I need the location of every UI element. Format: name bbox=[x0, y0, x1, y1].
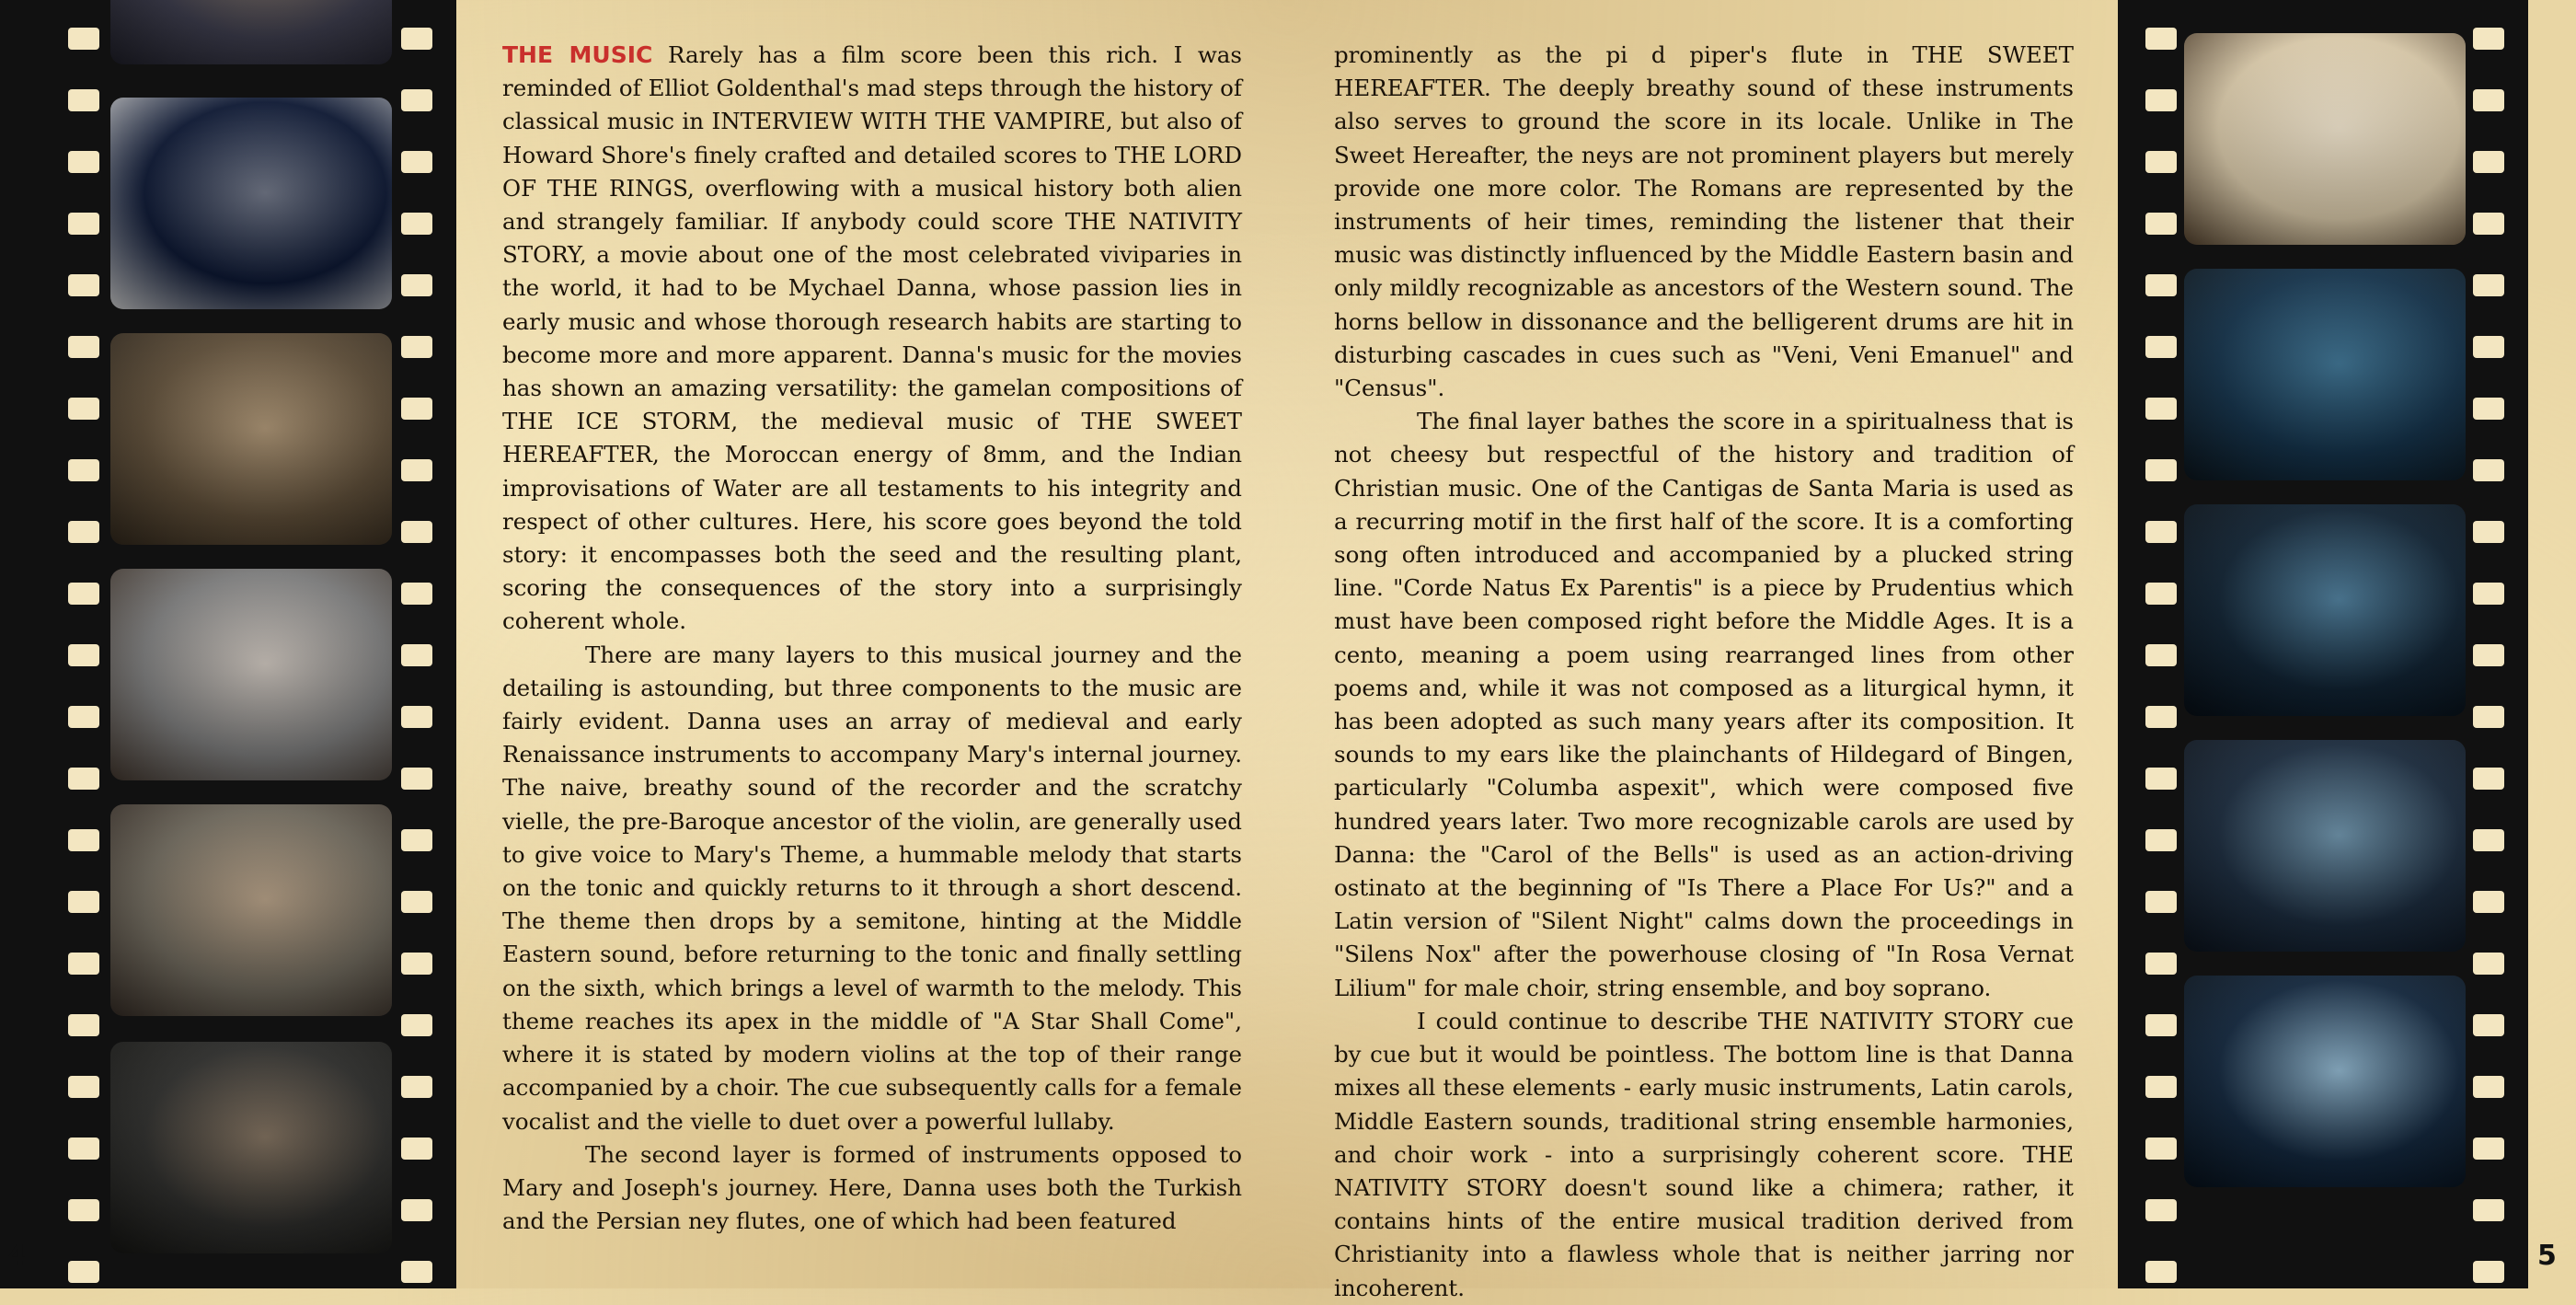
sprocket-hole bbox=[68, 768, 99, 790]
sprocket-hole bbox=[2145, 398, 2177, 420]
sprocket-hole bbox=[2473, 459, 2504, 481]
film-frame-nativity-light-beams bbox=[2184, 976, 2466, 1187]
sprocket-hole bbox=[2145, 829, 2177, 851]
sprocket-hole bbox=[68, 274, 99, 296]
sprocket-hole bbox=[2473, 336, 2504, 358]
sprocket-hole bbox=[2145, 706, 2177, 728]
sprocket-hole bbox=[2145, 644, 2177, 666]
paragraph-text: Rarely has a film score been this rich. I was reminded of Elliot Goldenthal's mad steps through the history of classical music in INTERVIEW WITH THE VAMPIRE, but also of Howard Shore's finely crafted and detailed scores to THE LORD OF THE RINGS, overflowing with a musical history both alien and strangely familiar. If anybody could score THE NATIVITY STORY, a movie about one of the most celebrated viviparies in the world, it had to be Mychael Danna, whose passion lies in early music and whose thorough research habits are starting to become more and more apparent. Danna's music for the movies has shown an amazing versatility: the gamelan compositions of THE ICE STORM, the medieval music of THE SWEET HEREAFTER, the Moroccan energy of 8mm, and the Indian improvisations of Water are all testaments to his integrity and respect of other cultures. Here, his score goes beyond the told story: it encompasses both the seed and the resulting plant, scoring the consequences of the story into a surprisingly coherent whole. bbox=[502, 41, 1242, 635]
paragraph bbox=[502, 39, 1242, 639]
film-frame-mary-and-joseph-in-cave bbox=[2184, 504, 2466, 716]
film-strip-right bbox=[2118, 0, 2528, 1288]
sprocket-hole bbox=[2473, 274, 2504, 296]
sprocket-hole bbox=[2473, 89, 2504, 111]
sprocket-hole bbox=[2145, 213, 2177, 235]
sprocket-hole bbox=[68, 706, 99, 728]
sprocket-hole bbox=[68, 1199, 99, 1221]
sprocket-hole bbox=[401, 891, 432, 913]
sprocket-hole bbox=[68, 213, 99, 235]
sprocket-hole bbox=[2145, 768, 2177, 790]
sprocket-hole bbox=[401, 459, 432, 481]
film-frame-woman-praying-top bbox=[110, 0, 392, 64]
sprocket-hole bbox=[2145, 28, 2177, 50]
sprocket-hole bbox=[401, 706, 432, 728]
sprocket-hole bbox=[2145, 1076, 2177, 1098]
sprocket-hole bbox=[68, 89, 99, 111]
sprocket-hole bbox=[401, 213, 432, 235]
paragraph: The second layer is formed of instruments opposed to Mary and Joseph's journey. Here, Danna uses both the Turkish and the Persian ney flutes, one of which had been featured bbox=[502, 1140, 1242, 1235]
sprocket-hole bbox=[68, 28, 99, 50]
sprocket-hole bbox=[2145, 953, 2177, 975]
sprocket-hole bbox=[401, 583, 432, 605]
sprocket-hole bbox=[2145, 521, 2177, 543]
sprocket-hole bbox=[68, 1014, 99, 1036]
sprocket-hole bbox=[401, 953, 432, 975]
sprocket-hole bbox=[68, 1076, 99, 1098]
paragraph: I could continue to describe THE NATIVITY STORY cue by cue but it would be pointless. The bottom line is that Danna mixes all these elements - early music instruments, Latin carols, Middle Eastern sounds, traditional string ensemble harmonies, and choir work - into a surprisingly coherent score. THE NATIVITY STORY doesn't sound like a chimera; rather, it contains hints of the entire musical tradition derived from Christianity into a flawless whole that is neither jarring nor incoherent. bbox=[1334, 1007, 2074, 1301]
sprocket-hole bbox=[68, 829, 99, 851]
sprocket-hole bbox=[2473, 644, 2504, 666]
text-column-right bbox=[1334, 39, 2074, 1305]
sprocket-hole bbox=[2145, 1199, 2177, 1221]
sprocket-hole bbox=[2473, 28, 2504, 50]
sprocket-hole bbox=[68, 459, 99, 481]
sprocket-hole bbox=[68, 398, 99, 420]
sprocket-hole bbox=[401, 644, 432, 666]
film-frame-caravan-in-desert bbox=[2184, 33, 2466, 245]
page-number-left: 4 bbox=[7, 1240, 27, 1272]
sprocket-hole bbox=[401, 1199, 432, 1221]
sprocket-hole bbox=[2145, 1261, 2177, 1283]
sprocket-hole bbox=[2473, 521, 2504, 543]
film-frame-man-raising-baby bbox=[2184, 740, 2466, 952]
paragraph: The final layer bathes the score in a spiritualness that is not cheesy but respectful of the history and tradition of Christian music. One of the Cantigas de Santa Maria is used as a recurring motif in the first half of the score. It is a comforting song often introduced and accompanied by a plucked string line. "Corde Natus Ex Parentis" is a piece by Prudentius which must have been composed right before the Middle Ages. It is a cento, meaning a poem using rearranged lines from other poems and, while it was not composed as a liturgical hymn, it has been adopted as such many years after its composition. It sounds to my ears like the plainchants of Hildegard of Bingen, particularly "Columba aspexit", which were composed five hundred years later. Two more recognizable carols are used by Danna: the "Carol of the Bells" is used as an action-driving ostinato at the beginning of "Is There a Place For Us?" and a Latin version of "Silent Night" calms down the proceedings in "Silens Nox" after the powerhouse closing of "In Rosa Vernat Lilium" for male choir, string ensemble, and boy soprano. bbox=[1334, 408, 2074, 1001]
sprocket-hole bbox=[68, 151, 99, 173]
paragraph: prominently as the pi d piper's flute in THE SWEET HEREAFTER. The deeply breathy sound of these instruments also serves to ground the score in its locale. Unlike in The Sweet Hereafter, the neys are not prominent players but merely provide one more color. The Romans are represented by the instruments of heir times, reminding the listener that their music was distinctly influenced by the Middle Eastern basin and only mildly recognizable as ancestors of the Western sound. The horns bellow in dissonance and the belligerent drums are hit in disturbing cascades in cues such as "Veni, Veni Emanuel" and "Census". bbox=[1334, 41, 2074, 402]
sprocket-hole bbox=[2473, 1014, 2504, 1036]
sprocket-hole bbox=[2145, 583, 2177, 605]
sprocket-hole bbox=[2473, 953, 2504, 975]
film-frame-figures-around-starry-pool bbox=[110, 98, 392, 309]
sprocket-hole bbox=[2145, 336, 2177, 358]
sprocket-hole bbox=[2145, 1138, 2177, 1160]
sprocket-hole bbox=[2145, 891, 2177, 913]
sprocket-hole bbox=[401, 1014, 432, 1036]
sprocket-hole bbox=[68, 1261, 99, 1283]
sprocket-hole bbox=[2473, 891, 2504, 913]
film-frame-sleeping-man-close-up bbox=[110, 1042, 392, 1253]
film-frame-bearded-man-embracing-woman bbox=[110, 333, 392, 545]
sprocket-hole bbox=[68, 583, 99, 605]
sprocket-hole bbox=[2473, 151, 2504, 173]
sprocket-hole bbox=[401, 1261, 432, 1283]
sprocket-hole bbox=[2473, 768, 2504, 790]
sprocket-hole bbox=[401, 521, 432, 543]
sprocket-hole bbox=[401, 829, 432, 851]
sprocket-hole bbox=[2473, 706, 2504, 728]
sprocket-hole bbox=[68, 891, 99, 913]
sprocket-hole bbox=[2145, 151, 2177, 173]
sprocket-hole bbox=[2473, 1261, 2504, 1283]
sprocket-hole bbox=[401, 28, 432, 50]
sprocket-hole bbox=[401, 768, 432, 790]
sprocket-hole bbox=[2473, 1199, 2504, 1221]
section-heading: THE MUSIC bbox=[502, 41, 653, 68]
sprocket-hole bbox=[401, 1138, 432, 1160]
sprocket-hole bbox=[401, 274, 432, 296]
film-frame-two-men-talking bbox=[110, 569, 392, 780]
sprocket-hole bbox=[2473, 213, 2504, 235]
film-frame-blue-lake-landscape bbox=[2184, 269, 2466, 480]
sprocket-hole bbox=[2473, 829, 2504, 851]
sprocket-hole bbox=[401, 89, 432, 111]
sprocket-hole bbox=[401, 1076, 432, 1098]
sprocket-hole bbox=[2473, 583, 2504, 605]
page-number-right: 5 bbox=[2537, 1240, 2557, 1272]
film-frame-smiling-young-man bbox=[110, 804, 392, 1016]
sprocket-hole bbox=[68, 336, 99, 358]
sprocket-hole bbox=[401, 151, 432, 173]
sprocket-hole bbox=[401, 336, 432, 358]
sprocket-hole bbox=[68, 1138, 99, 1160]
sprocket-hole bbox=[2145, 89, 2177, 111]
film-strip-left bbox=[0, 0, 456, 1288]
sprocket-hole bbox=[68, 644, 99, 666]
text-column-left bbox=[502, 39, 1242, 1238]
sprocket-hole bbox=[2473, 1076, 2504, 1098]
sprocket-hole bbox=[2145, 459, 2177, 481]
sprocket-hole bbox=[2145, 1014, 2177, 1036]
sprocket-hole bbox=[68, 521, 99, 543]
sprocket-hole bbox=[2473, 1138, 2504, 1160]
sprocket-hole bbox=[2145, 274, 2177, 296]
sprocket-hole bbox=[2473, 398, 2504, 420]
sprocket-hole bbox=[401, 398, 432, 420]
paragraph: There are many layers to this musical journey and the detailing is astounding, but three components to the music are fairly evident. Danna uses an array of medieval and early Renaissance instruments to accompany Mary's internal journey. The naive, breathy sound of the recorder and the scratchy vielle, the pre-Baroque ancestor of the violin, are generally used to give voice to Mary's Theme, a hummable melody that starts on the tonic and quickly returns to it through a short descend. The theme then drops by a semitone, hinting at the Middle Eastern sound, before returning to the tonic and finally settling on the sixth, which brings a level of warmth to the melody. This theme reaches its apex in the middle of "A Star Shall Come", where it is stated by modern violins at the top of their range accompanied by a choir. The cue subsequently calls for a female vocalist and the vielle to duet over a powerful lullaby. bbox=[502, 641, 1242, 1135]
sprocket-hole bbox=[68, 953, 99, 975]
